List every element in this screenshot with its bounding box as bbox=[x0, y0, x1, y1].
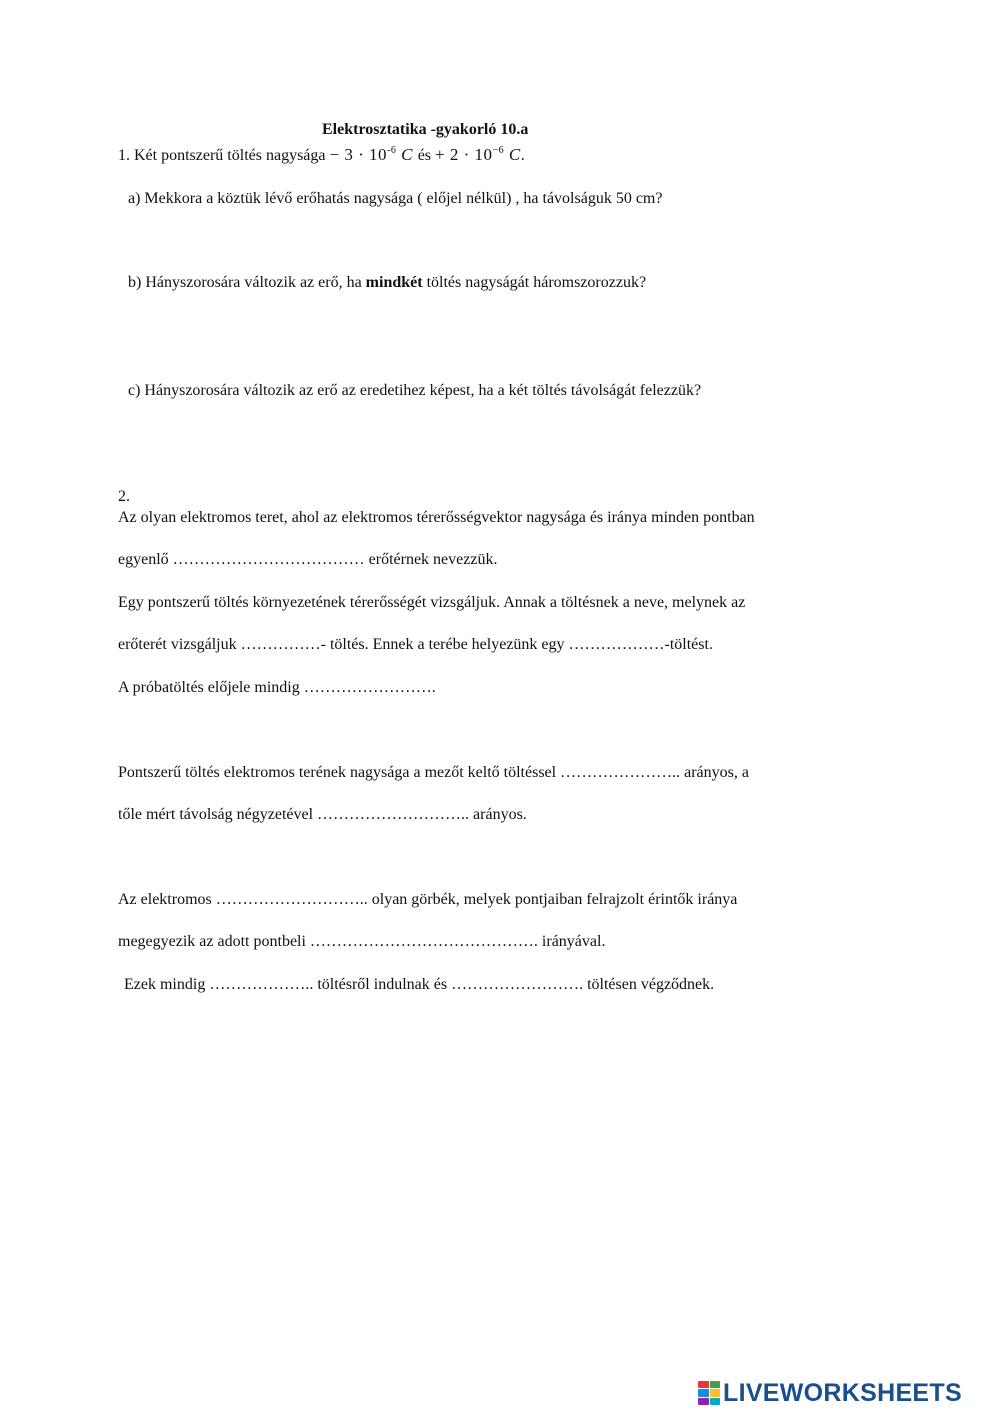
question-1b: b) Hányszorosára változik az erő, ha mindkét töltés nagyságát háromszorozzuk? bbox=[128, 274, 647, 291]
question-2-number: 2. bbox=[118, 488, 130, 505]
liveworksheets-logo-text: LIVEWORKSHEETS bbox=[723, 1379, 962, 1407]
question-1-intro-text: 1. Két pontszerű töltés nagysága bbox=[118, 147, 326, 164]
question-1a: a) Mekkora a köztük lévő erőhatás nagysága ( előjel nélkül) , ha távolságuk 50 cm? bbox=[128, 190, 663, 207]
page-title: Elektrosztatika -gyakorló 10.a bbox=[322, 121, 529, 138]
question-2-line-10: Ezek mindig ……………….. töltésről indulnak és ……………………. töltésen végződnek. bbox=[124, 976, 715, 993]
question-1-intro: 1. Két pontszerű töltés nagysága − $3 \cdot 10^{-6}$ C és + $2 \cdot 10^{-6}$ C. bbox=[118, 145, 525, 164]
question-1c: c) Hányszorosára változik az erő az eredetihez képest, ha a két töltés távolságát felezzük? bbox=[128, 382, 702, 399]
and-word: és bbox=[417, 147, 432, 164]
question-2-line-4: erőterét vizsgáljuk ……………- töltés. Ennek a terébe helyezünk egy ………………-töltést. bbox=[118, 636, 713, 653]
question-2-line-3: Egy pontszerű töltés környezetének térerősségét vizsgáljuk. Annak a töltésnek a neve, melynek az bbox=[118, 594, 746, 611]
charge-2: + $2 \cdot 10^{-6}$ C bbox=[435, 145, 521, 164]
liveworksheets-logo-icon bbox=[698, 1381, 720, 1405]
question-1b-bold: mindkét bbox=[365, 274, 423, 291]
question-2-line-8: Az elektromos ……………………….. olyan görbék, melyek pontjaiban felrajzolt érintők iránya bbox=[118, 891, 738, 908]
liveworksheets-logo bbox=[698, 1380, 962, 1406]
question-2-line-9: megegyezik az adott pontbeli ……………………………………. irányával. bbox=[118, 933, 606, 950]
question-2-line-5: A próbatöltés előjele mindig ……………………. bbox=[118, 679, 436, 696]
question-2-line-2: egyenlő ……………………………… erőtérnek nevezzük. bbox=[118, 551, 498, 568]
question-2-line-1: Az olyan elektromos teret, ahol az elektromos térerősségvektor nagysága és iránya minden pontban bbox=[118, 509, 755, 526]
charge-1: − $3 \cdot 10^{-6}$ C bbox=[329, 145, 413, 164]
question-2-line-7: tőle mért távolság négyzetével ……………………….. arányos. bbox=[118, 806, 527, 823]
question-2-line-6: Pontszerű töltés elektromos terének nagysága a mezőt keltő töltéssel ………………….. arányos, a bbox=[118, 764, 749, 781]
